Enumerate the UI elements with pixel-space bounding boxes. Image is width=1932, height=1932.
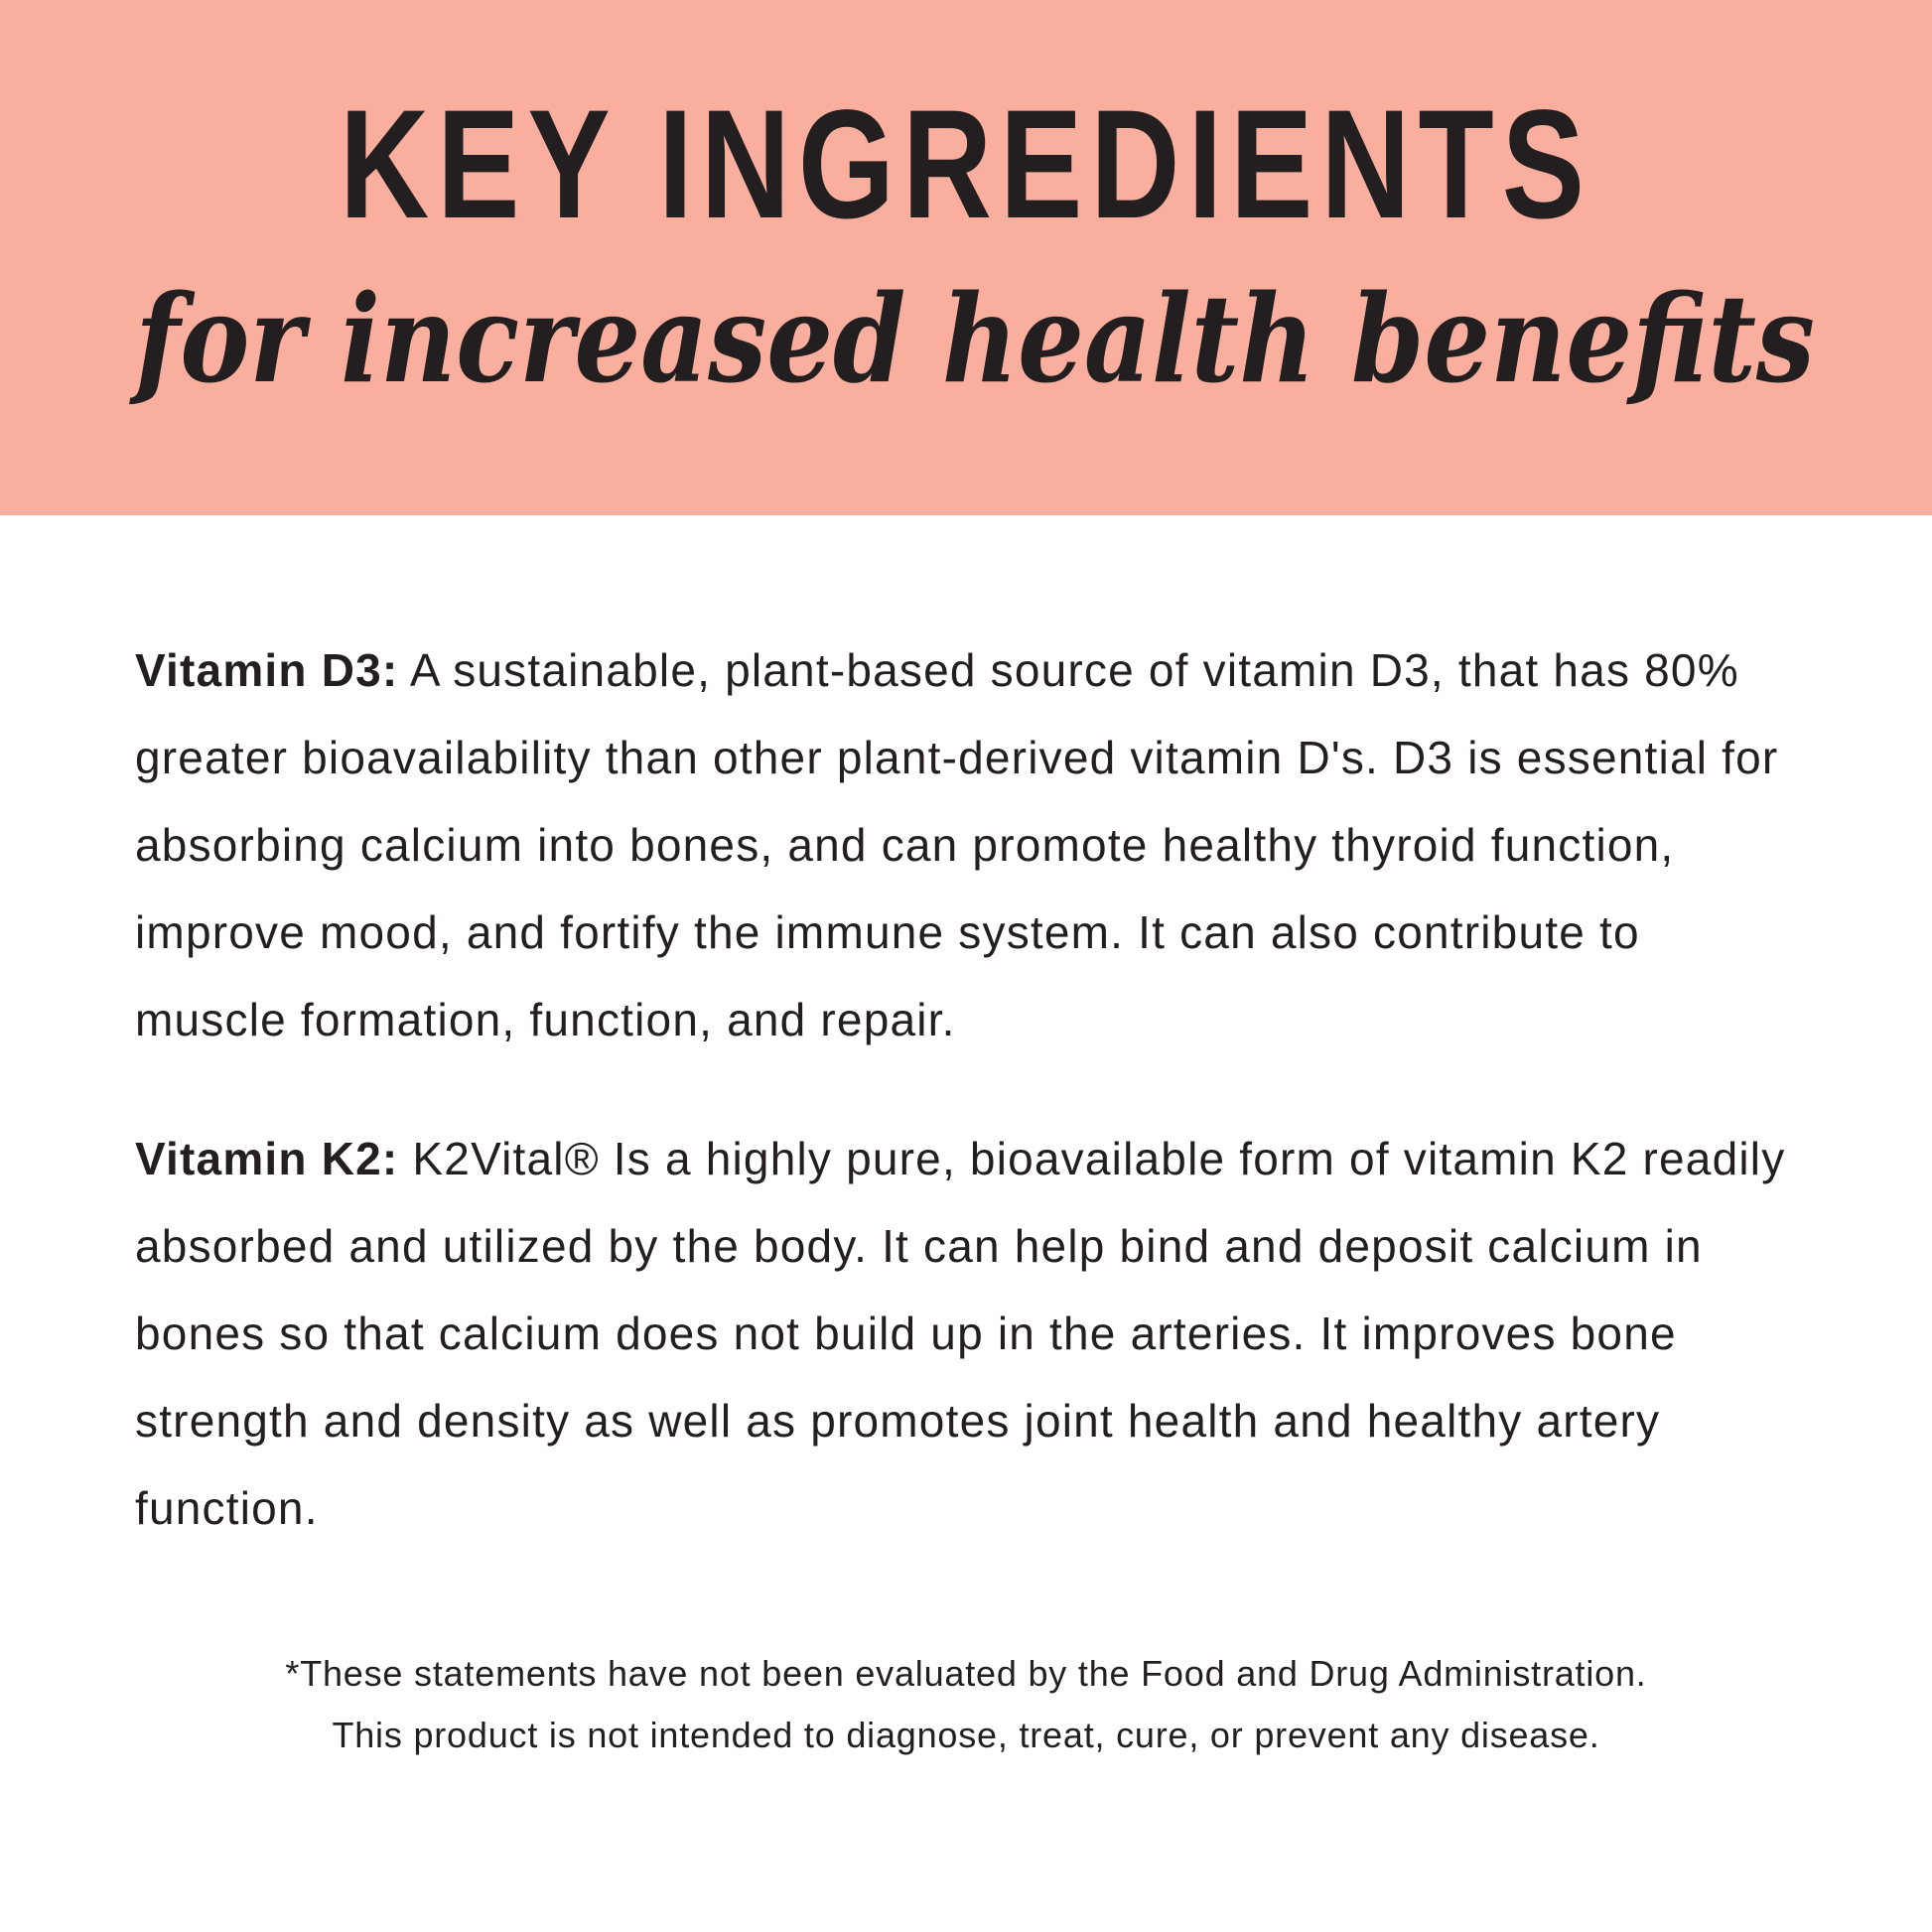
vitamin-k2-label: Vitamin K2:	[135, 1133, 399, 1184]
vitamin-k2-text: K2Vital® Is a highly pure, bioavailable form of vitamin K2 readily absorbed and utilized by the body. It can help bind and deposit calcium in bones so that calcium does not build up in the arteries. It improves bone strength and density as well as promotes joint health and healthy artery function.	[135, 1133, 1786, 1534]
header-banner	[0, 0, 1932, 515]
vitamin-d3-paragraph	[135, 626, 1797, 1063]
vitamin-k2-paragraph	[135, 1115, 1797, 1552]
page-title: KEY INGREDIENTS	[340, 78, 1592, 251]
ingredient-descriptions	[0, 515, 1932, 1552]
page-subtitle: for increased health benefits	[135, 267, 1816, 410]
fda-disclaimer	[0, 1643, 1932, 1766]
disclaimer-line-1: *These statements have not been evaluated by the Food and Drug Administration.	[285, 1653, 1647, 1694]
vitamin-d3-label: Vitamin D3:	[135, 644, 399, 696]
disclaimer-line-2: This product is not intended to diagnose, treat, cure, or prevent any disease.	[332, 1715, 1600, 1755]
vitamin-d3-text: A sustainable, plant-based source of vitamin D3, that has 80% greater bioavailability than other plant-derived vitamin D's. D3 is essential for absorbing calcium into bones, and can promote healthy thyroid function, improve mood, and fortify the immune system. It can also contribute to muscle formation, function, and repair.	[135, 644, 1779, 1045]
